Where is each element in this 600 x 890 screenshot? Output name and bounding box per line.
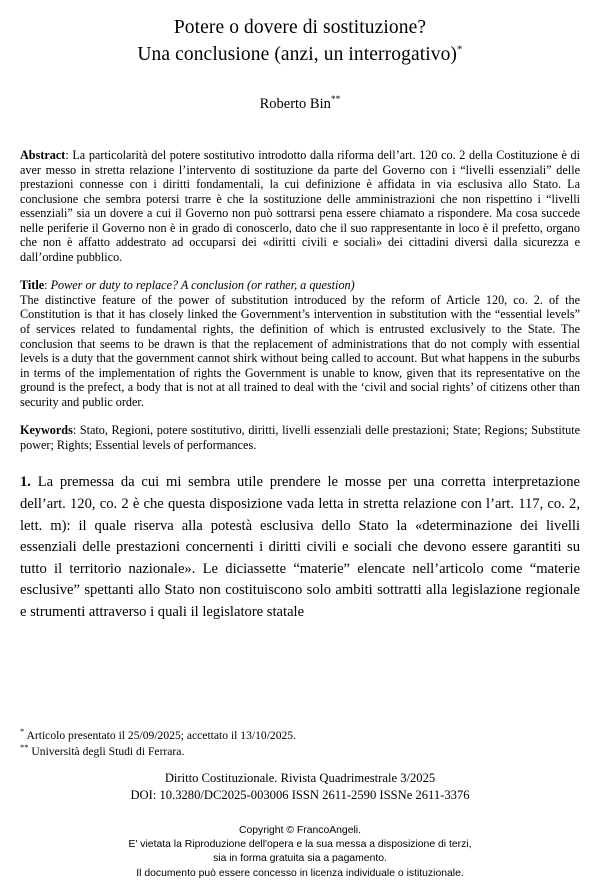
spacer-title-keywords	[20, 409, 580, 423]
section-number: 1.	[20, 474, 31, 491]
footnote-item	[20, 741, 580, 760]
english-abstract-text: The distinctive feature of the power of substitution introduced by the reform of Article 120, co. 2. of the Constitution is that it has closely linked the Government’s intervention in substitution with the “essential levels” of services related to fundamental rights, the definition of which is entrusted exclusively to the State. The conclusion that seems to be drawn is that the replacement of administrations that do not comply with essential levels is a duty that the government cannot shirk without being called to account. But what happens in the suburbs in terms of the implementation of rights the Government is unable to know, given that its representative on the ground is the prefect, a body that is not at all trained to deal with the ‘civil and social rights’ of citizens other than security and public order.	[20, 292, 580, 409]
copyright-line-2: E' vietata la Riproduzione dell'opera e la sua messa a disposizione di terzi,	[128, 839, 472, 851]
title-line-2-text: Una conclusione (anzi, un interrogativo)	[137, 44, 458, 65]
keywords-separator: :	[72, 423, 80, 438]
front-matter	[20, 148, 580, 452]
page-title	[20, 14, 580, 68]
english-title-label: Title	[20, 278, 45, 293]
journal-citation	[20, 770, 580, 804]
abstract-label: Abstract	[20, 148, 66, 162]
footnote-text: Università degli Studi di Ferrara.	[28, 744, 185, 758]
footnotes	[20, 728, 580, 759]
copyright-line-4: Il documento può essere concesso in licenza individuale o istituzionale.	[136, 867, 464, 879]
citation-doi-issn: DOI: 10.3280/DC2025-003006 ISSN 2611-2590 ISSNe 2611-3376	[130, 788, 470, 802]
keywords-text: Stato, Regioni, potere sostitutivo, diritti, livelli essenziali delle prestazioni; State; Regions; Substitute power; Rights; Essential levels of performances.	[20, 423, 580, 452]
english-title-line	[20, 278, 580, 293]
abstract-paragraph	[20, 148, 580, 264]
author-footnote-marker: **	[330, 95, 341, 106]
citation-journal: Diritto Costituzionale. Rivista Quadrimestrale 3/2025	[164, 771, 436, 785]
copyright-line-3: sia in forma gratuita sia a pagamento.	[213, 853, 387, 865]
keywords-label: Keywords	[20, 423, 73, 438]
author-name: Roberto Bin	[259, 96, 331, 112]
title-line-2	[20, 41, 580, 68]
footnote-text: Articolo presentato il 25/09/2025; accettato il 13/10/2025.	[24, 729, 297, 742]
body-paragraph-1-text: La premessa da cui mi sembra utile prendere le mosse per una corretta interpretazione dell’art. 120, co. 2 è che questa disposizione vada letta in stretta relazione con l’art. 117, co. 2, lett. m): il quale riserva alla potestà esclusiva dello Stato la «determinazione dei livelli essenziali delle prestazioni concernenti i diritti civili e sociali che devono essere garantiti su tutto il territorio nazionale». Le diciassette “materie” elencate nell’articolo come “materie esclusive” spettanti allo Stato non costituiscono solo ambiti sottratti alla legislazione regionale e strumenti attraverso i quali il legislatore statale	[20, 474, 580, 620]
spacer-abstract-title	[20, 264, 580, 278]
title-line-1: Potere o dovere di sostituzione?	[173, 17, 427, 38]
body-paragraph-1	[20, 472, 580, 623]
abstract-separator: :	[65, 148, 73, 162]
copyright-notice	[20, 824, 580, 881]
footnote-marker: **	[20, 741, 29, 752]
keywords-paragraph	[20, 423, 580, 452]
abstract-text: La particolarità del potere sostitutivo introdotto dalla riforma dell’art. 120 co. 2 della Costituzione è di aver messo in stretta relazione l’intervento di sostituzione da parte del Governo con i “livelli essenziali” delle prestazioni connesse con i diritti fondamentali, la cui definizione è affidata in via esclusiva allo Stato. La conclusione che sembra potersi trarre è che la sostituzione delle amministrazioni che non rispettino i “livelli essenziali” sia un dovere a cui il Governo non può sottrarsi pena essere chiamato a rispondere. Ma cosa succede nelle periferie il Governo non è in grado di conoscerlo, dato che il suo rappresentante in loco è il prefetto, organo che non è affatto addestrato ad occuparsi dei «diritti civili e sociali» dei cittadini diversi dalla sicurezza e dall’ordine pubblico.	[20, 148, 580, 264]
body-content	[20, 472, 580, 623]
english-title-value: Power or duty to replace? A conclusion (or rather, a question)	[50, 278, 355, 293]
english-title-separator: :	[44, 278, 51, 293]
author-line	[20, 94, 580, 114]
footnote-item	[20, 728, 580, 744]
title-footnote-marker: *	[457, 43, 463, 56]
footnote-marker: *	[20, 726, 25, 737]
copyright-line-1: Copyright © FrancoAngeli.	[238, 825, 361, 836]
